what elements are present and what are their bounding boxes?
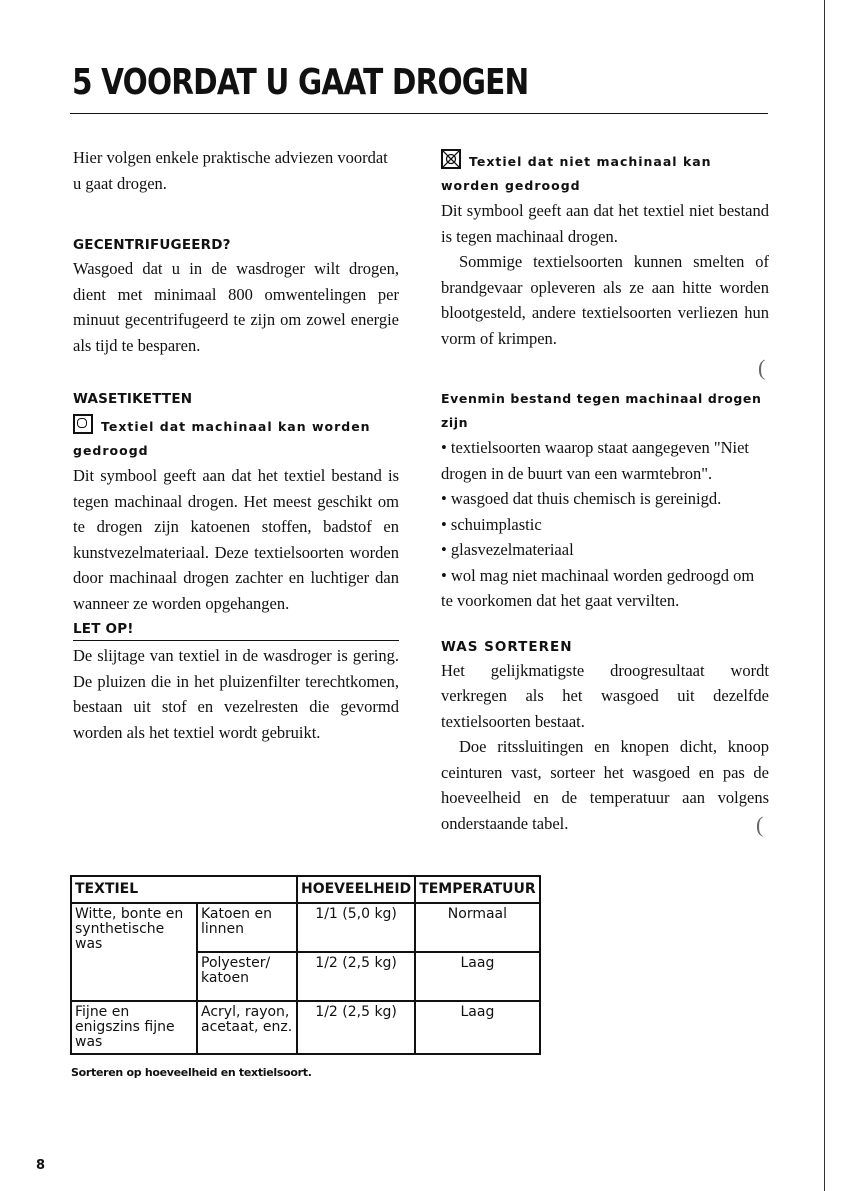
not-resistant-list xyxy=(441,435,769,614)
no-tumble-dry-text-1: Dit symbool geeft aan dat het textiel niet bestand is tegen machinaal drogen. xyxy=(441,201,769,246)
header-temperatuur: TEMPERATUUR xyxy=(415,876,539,903)
tumble-dry-ok-heading xyxy=(73,414,399,463)
sort-text-2: Doe ritssluitingen en knopen dicht, knoop ceinturen vast, sorteer het wasgoed en pas de hoeveelheid en de temperatuur aan volgens onderstaande tabel. xyxy=(441,737,769,833)
centrifuge-heading: GECENTRIFUGEERD? xyxy=(73,237,231,253)
table-caption: Sorteren op hoeveelheid en textielsoort. xyxy=(71,1066,312,1079)
left-column xyxy=(73,145,399,745)
amount-cell: 1/1 (5,0 kg) xyxy=(297,903,415,952)
no-tumble-dry-heading xyxy=(441,149,769,198)
type-cell: Polyester/ katoen xyxy=(197,952,297,1001)
amount-cell: 1/2 (2,5 kg) xyxy=(297,952,415,1001)
right-column xyxy=(441,145,769,836)
page-title: 5 VOORDAT U GAAT DROGEN xyxy=(72,62,529,103)
margin-bracket-mark: ( xyxy=(758,355,766,380)
tumble-dry-ok-text: Dit symbool geeft aan dat het textiel bestand is tegen machinaal drogen. Het meest geschikt om te drogen zijn katoenen stoffen, badstof en kunstvezelmateriaal. Deze textielsoorten worden door machinaal drogen zachter en luchtiger dan wanneer ze worden opgehangen. xyxy=(73,466,399,613)
no-tumble-dry-label: Textiel dat niet machinaal kan worden gedroogd xyxy=(441,154,712,193)
type-cell: Acryl, rayon, acetaat, enz. xyxy=(197,1001,297,1054)
tumble-dry-symbol-icon xyxy=(73,414,93,434)
type-cell: Katoen en linnen xyxy=(197,903,297,952)
amount-cell: 1/2 (2,5 kg) xyxy=(297,1001,415,1054)
list-item: • glasvezelmateriaal xyxy=(441,537,769,563)
list-item: • schuimplastic xyxy=(441,512,769,538)
centrifuge-text: Wasgoed dat u in de wasdroger wilt drogen, dient met minimaal 800 omwentelingen per minuut gecentrifugeerd te zijn om zowel energie als tijd te besparen. xyxy=(73,259,399,355)
header-hoeveelheid: HOEVEELHEID xyxy=(297,876,415,903)
intro-text: Hier volgen enkele praktische adviezen voordat u gaat drogen. xyxy=(73,148,388,193)
list-item: • textielsoorten waarop staat aangegeven "Niet drogen in de buurt van een warmtebron". xyxy=(441,435,769,486)
list-item: • wasgoed dat thuis chemisch is gereinigd. xyxy=(441,486,769,512)
page-edge-line xyxy=(824,0,825,1191)
temp-cell: Laag xyxy=(415,952,539,1001)
note-text: De slijtage van textiel in de wasdroger is gering. De pluizen die in het pluizenfilter terechtkomen, bestaan uit stof en vezelresten die gevormd worden als het textiel wordt gebruikt. xyxy=(73,646,399,742)
temp-cell: Laag xyxy=(415,1001,539,1054)
no-tumble-dry-symbol-icon xyxy=(441,149,461,169)
not-resistant-heading: Evenmin bestand tegen machinaal drogen zijn xyxy=(441,391,762,430)
header-textiel: TEXTIEL xyxy=(71,876,297,903)
no-tumble-dry-text-2: Sommige textielsoorten kunnen smelten of brandgevaar opleveren als ze aan hitte worden blootgesteld, andere textielsoorten verliezen hun vorm of krimpen. xyxy=(441,252,769,348)
table-row xyxy=(71,1001,540,1054)
temp-cell: Normaal xyxy=(415,903,539,952)
sorting-table xyxy=(70,875,541,1055)
table-row xyxy=(71,903,540,952)
note-heading: LET OP! xyxy=(73,621,134,637)
list-item: • wol mag niet machinaal worden gedroogd om te voorkomen dat het gaat vervilten. xyxy=(441,563,769,614)
table-header-row xyxy=(71,876,540,903)
sort-heading: WAS SORTEREN xyxy=(441,638,573,655)
note-rule xyxy=(73,640,399,641)
group-cell: Fijne en enigszins fijne was xyxy=(71,1001,197,1054)
page-number: 8 xyxy=(36,1158,46,1173)
labels-heading: WASETIKETTEN xyxy=(73,391,193,407)
margin-bracket-mark: ( xyxy=(756,812,764,837)
sort-text-1: Het gelijkmatigste droogresultaat wordt verkregen als het wasgoed uit dezelfde textielsoorten bestaat. xyxy=(441,660,769,731)
title-rule xyxy=(70,113,768,114)
group-cell: Witte, bonte en synthetische was xyxy=(71,903,197,1001)
tumble-dry-ok-label: Textiel dat machinaal kan worden gedroogd xyxy=(73,419,371,458)
